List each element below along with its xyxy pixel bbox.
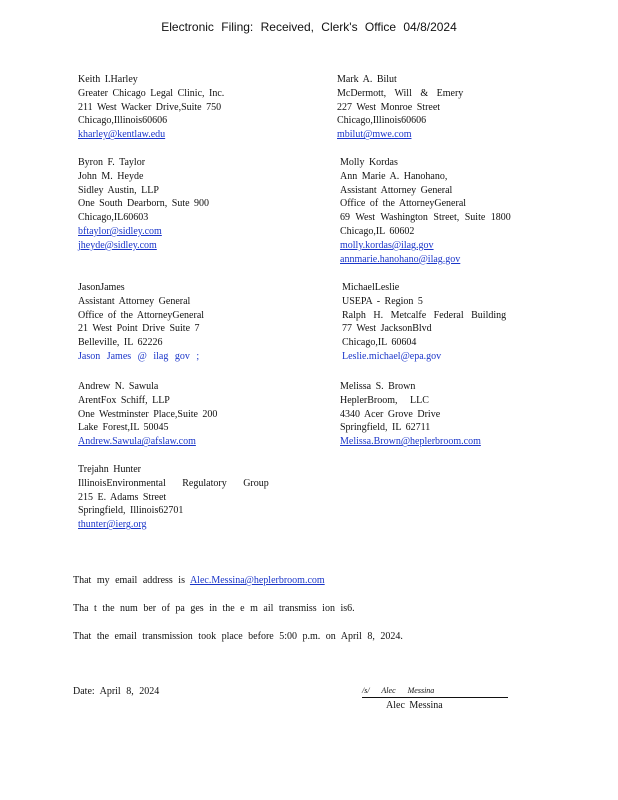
signer-name: Alec Messina [386,700,443,711]
contact-address: 227 West Monroe Street [337,101,441,113]
contact-address: One Westminster Place,Suite 200 [78,408,218,420]
contact-name: Andrew N. Sawula [78,381,159,392]
time-statement: That the email transmission took place before 5:00 p.m. on April 8, 2024. [73,631,403,642]
contact-name: Trejahn Hunter [78,464,142,475]
service-entry-hunter [78,463,269,532]
service-entry-bilut [337,73,463,142]
contact-name: JasonJames [78,282,125,293]
filing-header: Electronic Filing: Received, Clerk's Office 04/8/2024 [161,20,457,34]
contact-city: Chicago,Illinois60606 [78,115,168,127]
contact-city: Springfield, IL 62711 [340,422,431,434]
contact-name: Keith I.Harley [78,74,138,85]
contact-org: Office of the AttorneyGeneral [78,309,205,321]
signature-mark: /s/ Alec Messina [362,686,435,695]
contact-org: HeplerBroom, LLC [340,394,429,406]
email-link[interactable]: Melissa.Brown@heplerbroom.com [340,436,481,448]
contact-name: MichaelLeslie [342,282,400,293]
contact-name: Melissa S. Brown [340,381,416,392]
contact-city: Belleville, IL 62226 [78,337,163,349]
contact-org: Sidley Austin, LLP [78,184,159,196]
contact-name: Molly Kordas [340,157,398,168]
contact-title: Assistant Attorney General [78,295,191,307]
email-statement [73,575,353,586]
contact-org: ArentFox Schiff, LLP [78,394,170,406]
contact-city: Chicago,IL60603 [78,212,149,224]
contact-address: 211 West Wacker Drive,Suite 750 [78,101,222,113]
service-entry-taylor [78,156,209,253]
service-entry-harley [78,73,224,142]
service-entry-sawula [78,380,224,449]
contact-org: McDermott, Will & Emery [337,87,464,99]
contact-name: John M. Heyde [78,170,144,182]
email-link[interactable]: Andrew.Sawula@afslaw.com [78,436,196,448]
contact-name: Mark A. Bilut [337,74,397,85]
contact-city: Chicago,IL 60604 [342,337,417,349]
contact-city: Chicago,IL 60602 [340,225,415,237]
sender-email-link[interactable]: Alec.Messina@heplerbroom.com [189,575,325,586]
contact-org: USEPA - Region 5 [342,295,423,307]
contact-address: One South Dearborn, Sute 900 [78,198,210,210]
email-link[interactable]: molly.kordas@ilag.gov [340,239,434,251]
service-entry-kordas [340,156,511,266]
email-link[interactable]: thunter@ierg.org [78,519,147,531]
service-entry-leslie [342,281,506,364]
contact-org: Greater Chicago Legal Clinic, Inc. [78,87,225,99]
email-link[interactable]: mbilut@mwe.com [337,129,412,141]
contact-address: 69 West Washington Street, Suite 1800 [340,212,511,224]
contact-title: Assistant Attorney General [340,184,453,196]
email-text: Leslie.michael@epa.gov [342,350,442,362]
email-link[interactable]: annmarie.hanohano@ilag.gov [340,253,461,265]
contact-address: Ralph H. Metcalfe Federal Building [342,309,507,321]
date-line: Date: April 8, 2024 [73,686,160,697]
contact-city: Springfield, Illinois62701 [78,505,184,517]
statement-text: That my email address is [73,575,185,586]
email-text: Jason James @ ilag gov ; [78,350,200,362]
contact-address: 4340 Acer Grove Drive [340,408,441,420]
pages-statement: Tha t the num ber of pa ges in the e m ail transmiss ion is6. [73,603,355,614]
contact-org: Office of the AttorneyGeneral [340,198,467,210]
email-link[interactable]: kharley@kentlaw.edu [78,129,166,141]
contact-address: 77 West JacksonBlvd [342,323,432,335]
contact-address: 21 West Point Drive Suite 7 [78,323,200,335]
contact-address: 215 E. Adams Street [78,491,167,503]
contact-org: IllinoisEnvironmental Regulatory Group [78,477,269,489]
email-link[interactable]: jheyde@sidley.com [78,239,157,251]
service-entry-brown [340,380,517,449]
email-link[interactable]: bftaylor@sidley.com [78,225,162,237]
service-entry-james [78,281,204,364]
contact-city: Chicago,Illinois60606 [337,115,427,127]
contact-city: Lake Forest,IL 50045 [78,422,169,434]
contact-name: Ann Marie A. Hanohano, [340,170,448,182]
contact-name: Byron F. Taylor [78,157,146,168]
signature-line [362,697,508,698]
